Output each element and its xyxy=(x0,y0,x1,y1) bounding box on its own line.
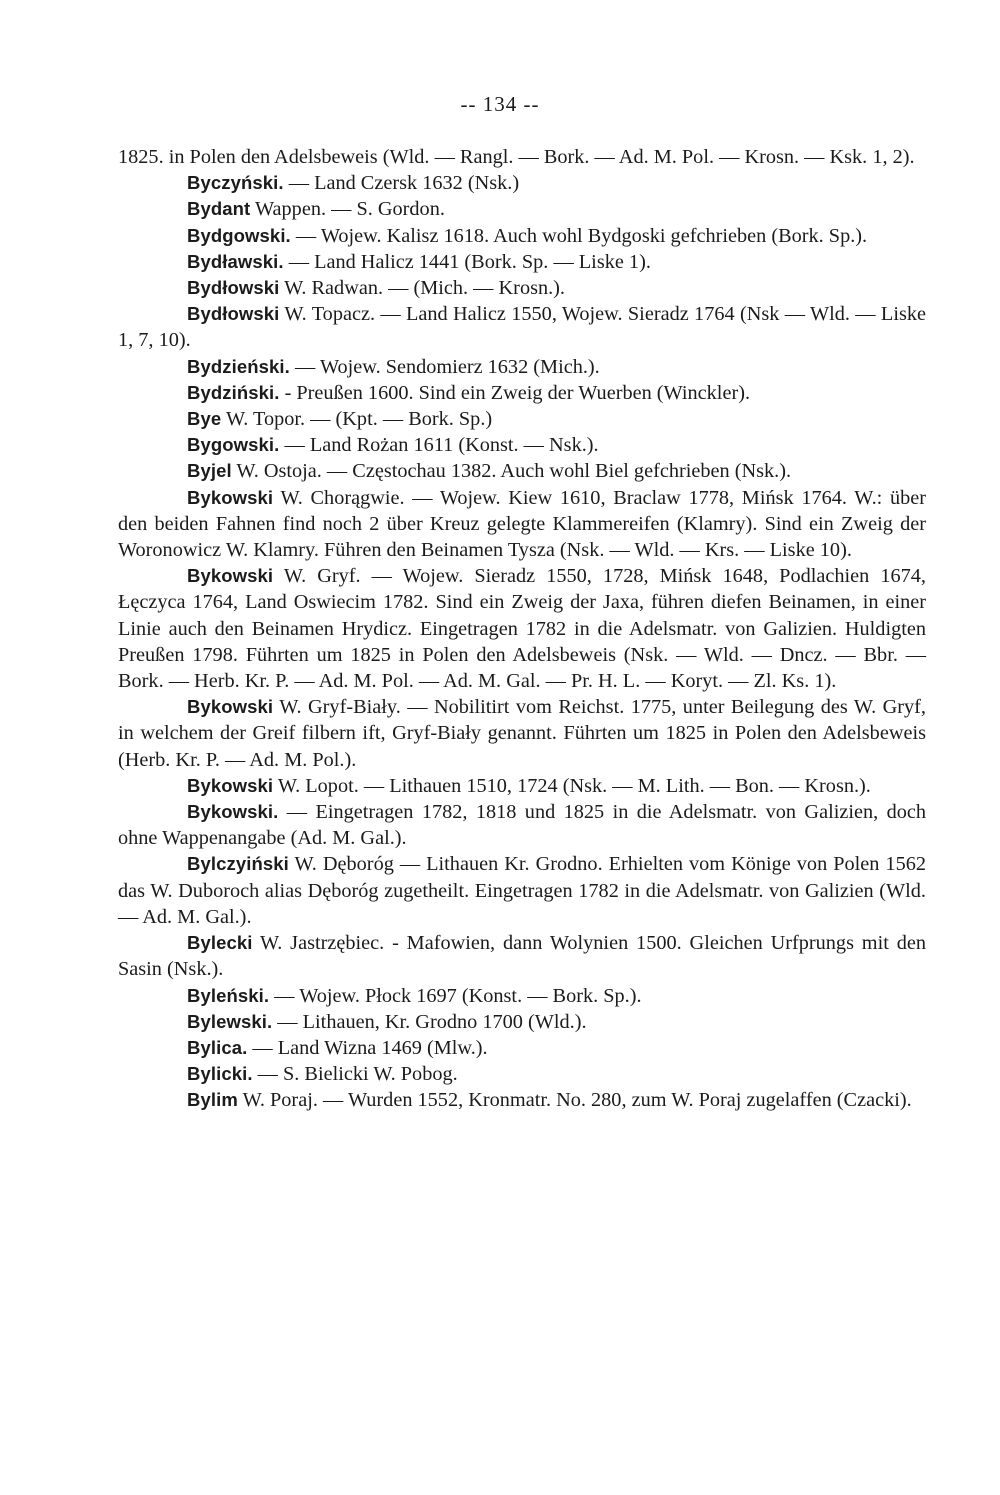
entry-headword: Bydłowski xyxy=(187,303,280,325)
entry xyxy=(118,1009,926,1035)
entry-text: 1825. in Polen den Adelsbeweis (Wld. — Rangl. — Bork. — Ad. M. Pol. — Krosn. — Ksk. 1, 2). xyxy=(118,146,915,168)
entry-headword: Bydant xyxy=(187,198,251,220)
entry-headword: Bydłowski xyxy=(187,277,280,299)
entry xyxy=(118,1061,926,1087)
entry-headword: Bydziński. xyxy=(187,381,280,403)
entry-text: — Land Wizna 1469 (Mlw.). xyxy=(247,1036,488,1059)
entry-text: — Wojew. Sendomierz 1632 (Mich.). xyxy=(289,355,600,378)
entry-headword: Bykowski xyxy=(187,486,274,508)
entry-text: W. Gryf-Biały. — Nobilitirt vom Reichst. 1775, unter Beilegung des W. Gryf, in welchem der Greif filbern ift, Gryf-Biały genannt. Führten um 1825 in Polen den Adelsbeweis (Herb. Kr. P. — Ad. M. Pol.). xyxy=(118,696,926,771)
entry xyxy=(118,301,926,353)
entry xyxy=(118,930,926,982)
entry-headword: Bylica. xyxy=(187,1036,248,1058)
entry-text: W. Jastrzębiec. - Mafowien, dann Wolynien 1500. Gleichen Urfprungs mit den Sasin (Nsk.). xyxy=(118,932,926,981)
entry xyxy=(118,380,926,406)
entry xyxy=(118,563,926,694)
entry xyxy=(118,406,926,432)
entry-text: — Land Czersk 1632 (Nsk.) xyxy=(283,172,520,195)
entry-headword: Bydławski. xyxy=(187,250,284,272)
entry-headword: Bykowski xyxy=(187,696,274,718)
entry-text: W. Topor. — (Kpt. — Bork. Sp.) xyxy=(221,408,493,431)
entry-headword: Bydgowski. xyxy=(187,224,291,246)
entry-text: W. Gryf. — Wojew. Sieradz 1550, 1728, Mińsk 1648, Podlachien 1674, Łęczyca 1764, Land Oswiecim 1782. Sind ein Zweig der Jaxa, führen diefen Beinamen, in einer Linie auch den Beinamen Hrydicz. Eingetragen 1782 in die Adelsmatr. von Galizien. Huldigten Preußen 1798. Führten um 1825 in Polen den Adelsbeweis (Nsk. — Wld. — Dncz. — Bbr. — Bork. — Herb. Kr. P. — Ad. M. Pol. — Ad. M. Gal. — Pr. H. L. — Koryt. — Zl. Ks. 1). xyxy=(118,565,926,693)
entry-headword: Byleński. xyxy=(187,984,270,1006)
entry-continued xyxy=(118,144,926,170)
entry xyxy=(118,1035,926,1061)
entry xyxy=(118,275,926,301)
entry-headword: Bydzieński. xyxy=(187,355,290,377)
entry-headword: Bylicki. xyxy=(187,1063,253,1085)
entry xyxy=(118,799,926,851)
entry-text: W. Lopot. — Lithauen 1510, 1724 (Nsk. — M. Lith. — Bon. — Krosn.). xyxy=(273,774,871,797)
entry xyxy=(118,773,926,799)
entry-text: W. Poraj. — Wurden 1552, Kronmatr. No. 280, zum W. Poraj zugelaffen (Czacki). xyxy=(237,1089,912,1112)
entry-headword: Bylecki xyxy=(187,932,253,954)
entry xyxy=(118,249,926,275)
entry-text: — Wojew. Płock 1697 (Konst. — Bork. Sp.). xyxy=(269,984,642,1007)
entry-text: W. Chorągwie. — Wojew. Kiew 1610, Braclaw 1778, Mińsk 1764. W.: über den beiden Fahnen find noch 2 über Kreuz gelegte Klammereifen (Klamry). Sind ein Zweig der Woronowicz W. Klamry. Führen den Beinamen Tysza (Nsk. — Wld. — Krs. — Liske 10). xyxy=(118,486,926,562)
entry-text: Wappen. — S. Gordon. xyxy=(250,198,445,221)
entry-text: W. Topacz. — Land Halicz 1550, Wojew. Sieradz 1764 (Nsk — Wld. — Liske 1, 7, 10). xyxy=(118,303,926,352)
entry xyxy=(118,432,926,458)
entry xyxy=(118,196,926,222)
entry xyxy=(118,458,926,484)
entry-text: W. Dęboróg — Lithauen Kr. Grodno. Erhielten vom Könige von Polen 1562 das W. Duboroch alias Dęboróg zugetheilt. Eingetragen 1782 in die Adelsmatr. von Galizien (Wld. — Ad. M. Gal.). xyxy=(118,853,926,928)
entry xyxy=(118,851,926,930)
entry-headword: Bygowski. xyxy=(187,434,280,456)
entry-text: — Eingetragen 1782, 1818 und 1825 in die Adelsmatr. von Galizien, doch ohne Wappenangabe (Ad. M. Gal.). xyxy=(118,801,926,850)
entry-headword: Byczyński. xyxy=(187,172,284,194)
entry-text: — Wojew. Kalisz 1618. Auch wohl Bydgoski gefchrieben (Bork. Sp.). xyxy=(290,224,868,247)
entry-text: — S. Bielicki W. Pobog. xyxy=(252,1063,458,1086)
entry xyxy=(118,983,926,1009)
entry-headword: Bylczyiński xyxy=(187,853,289,875)
entry xyxy=(118,485,926,564)
entry xyxy=(118,1087,926,1113)
entry-headword: Byjel xyxy=(187,460,232,482)
entries-list xyxy=(118,144,926,1114)
entry xyxy=(118,223,926,249)
page-number: -- 134 -- xyxy=(460,92,540,116)
entry xyxy=(118,694,926,773)
entry-headword: Bykowski xyxy=(187,565,274,587)
entry-headword: Bylewski. xyxy=(187,1010,273,1032)
entry-text: W. Radwan. — (Mich. — Krosn.). xyxy=(279,277,566,300)
entry xyxy=(118,354,926,380)
entry-headword: Bylim xyxy=(187,1089,238,1111)
entry-headword: Bykowski. xyxy=(187,801,279,823)
entry-headword: Bykowski xyxy=(187,774,274,796)
entry-text: W. Ostoja. — Częstochau 1382. Auch wohl Biel gefchrieben (Nsk.). xyxy=(231,460,792,483)
entry-headword: Bye xyxy=(187,408,222,430)
entry-text: - Preußen 1600. Sind ein Zweig der Wuerben (Winckler). xyxy=(279,381,751,404)
entry-text: — Land Halicz 1441 (Bork. Sp. — Liske 1). xyxy=(283,250,651,273)
entry-text: — Lithauen, Kr. Grodno 1700 (Wld.). xyxy=(272,1010,587,1033)
entry-text: — Land Rożan 1611 (Konst. — Nsk.). xyxy=(279,434,599,457)
entry xyxy=(118,170,926,196)
